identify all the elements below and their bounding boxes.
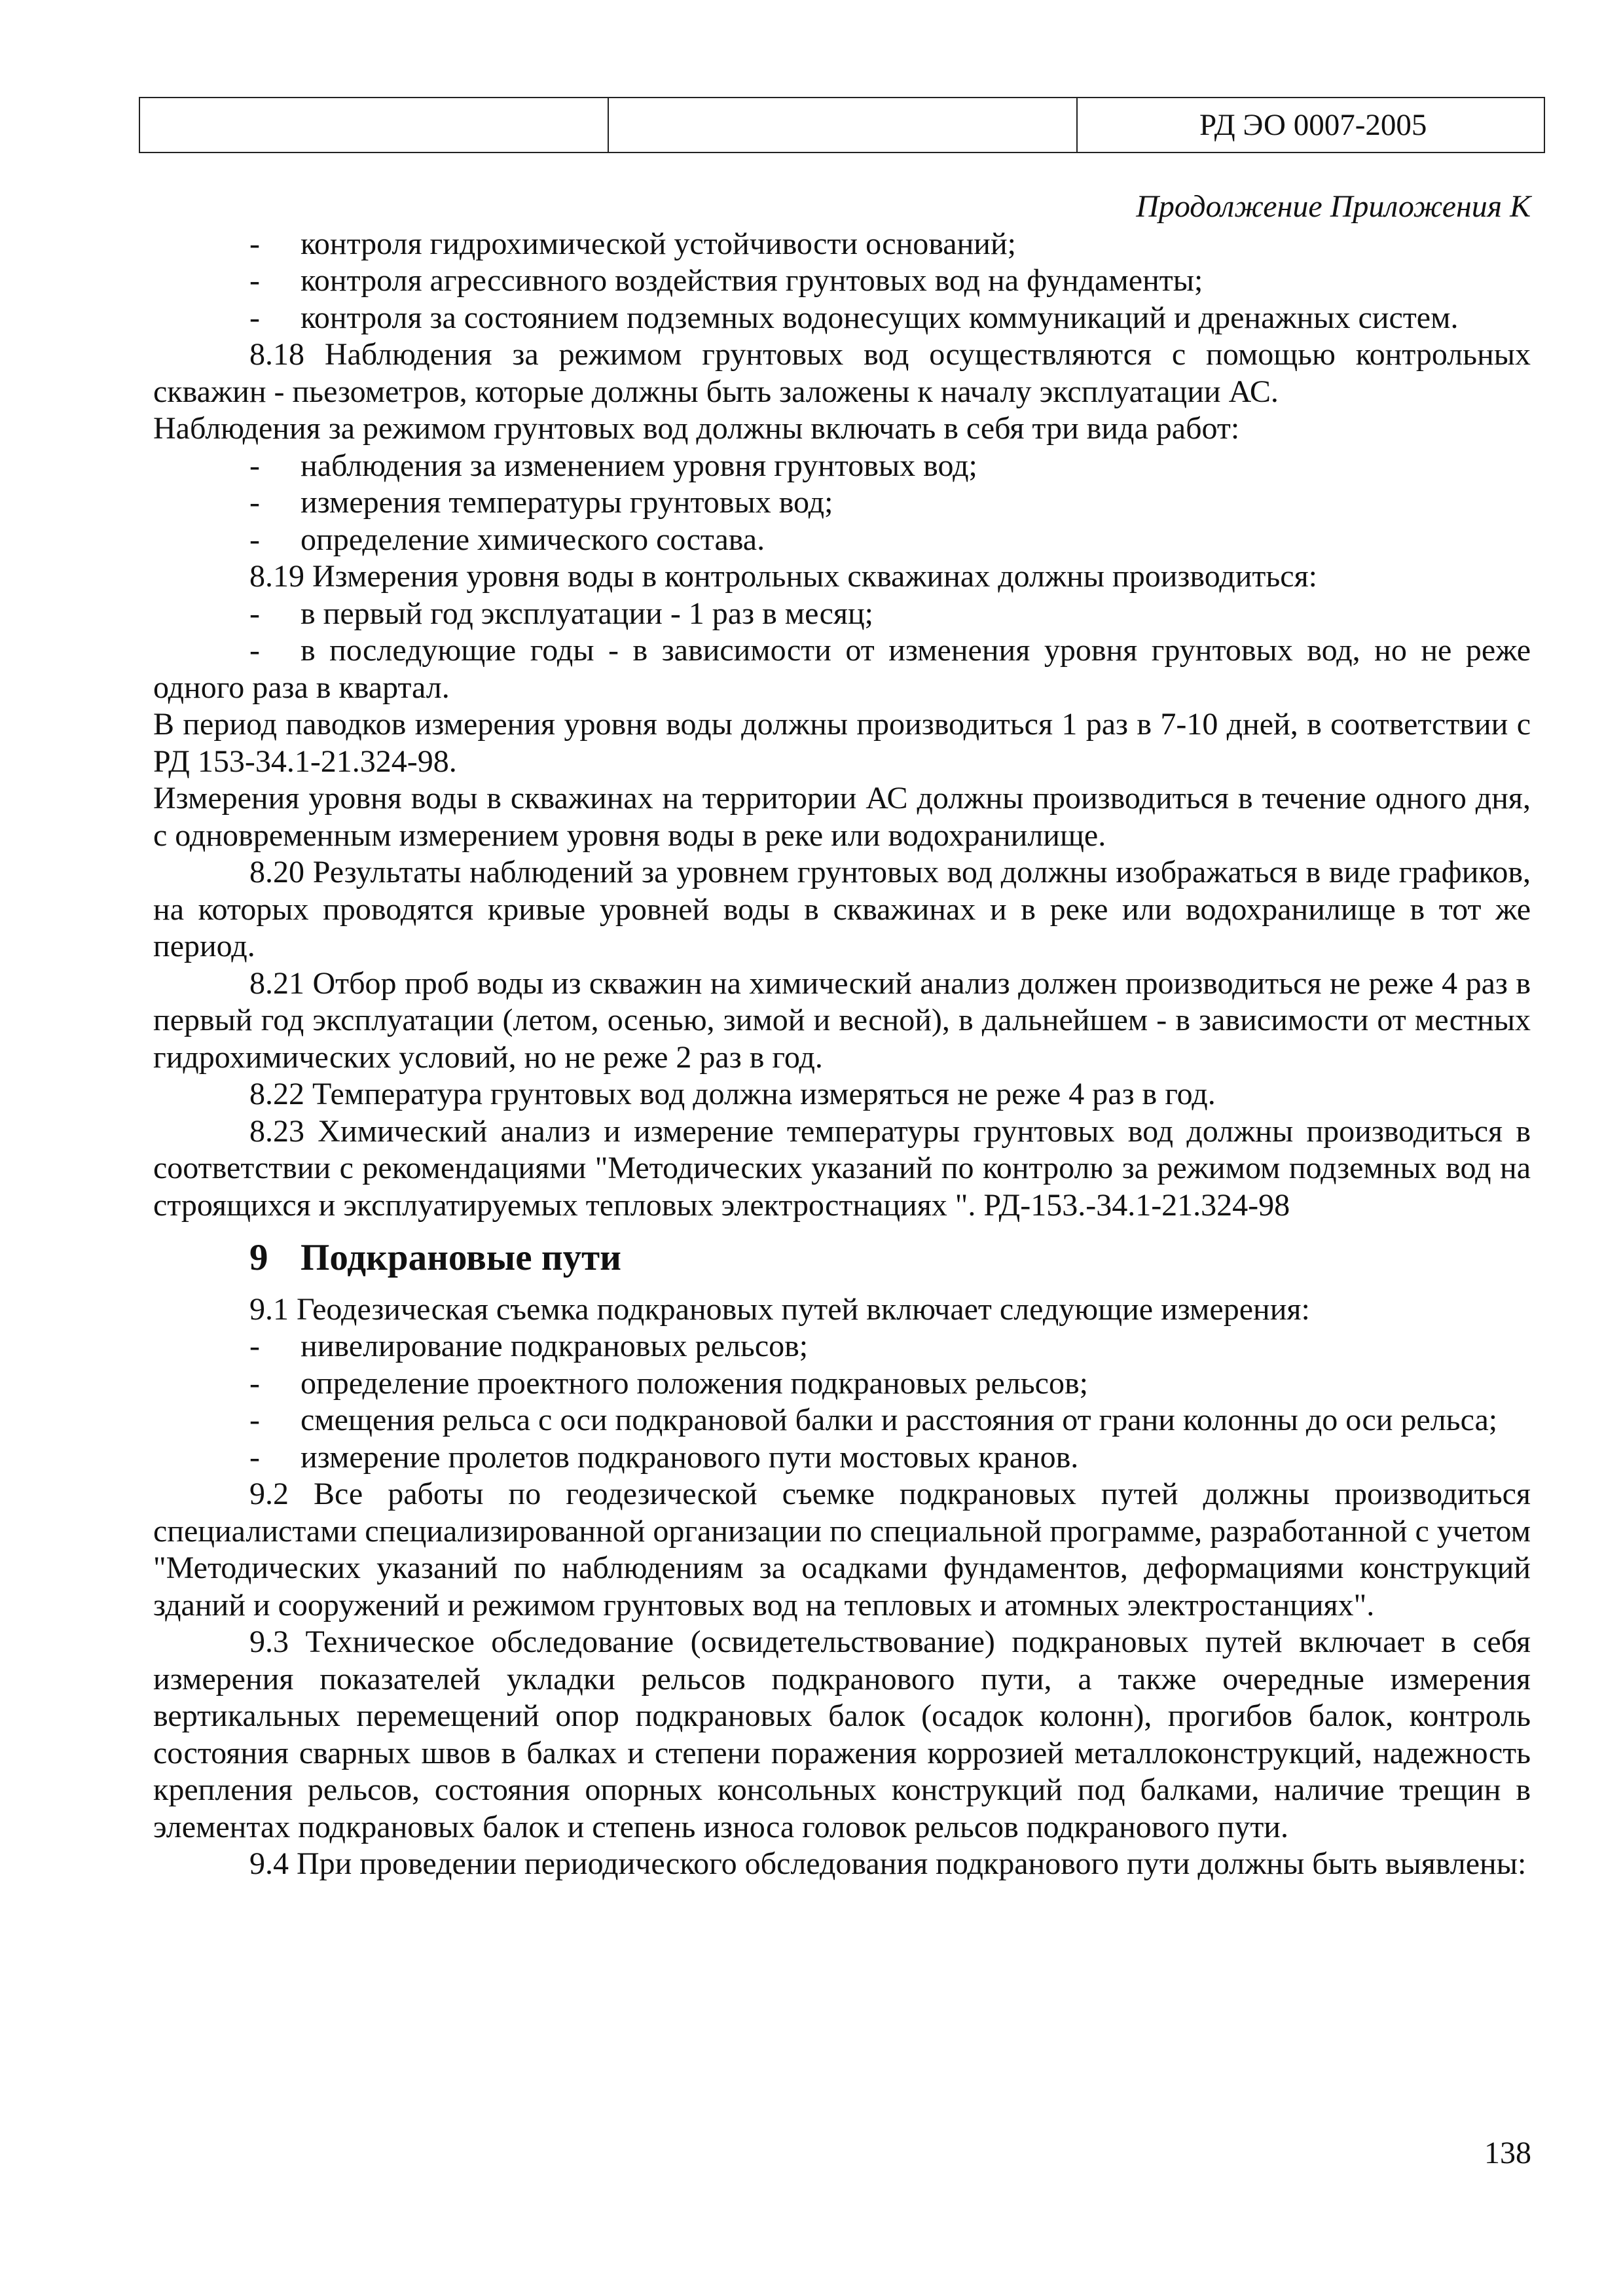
- section-heading: [249, 1237, 1531, 1278]
- paragraph-8-22: 8.22 Температура грунтовых вод должна измеряться не реже 4 раз в год.: [249, 1077, 1216, 1111]
- list-item: - нивелирование подкрановых рельсов;: [249, 1329, 809, 1363]
- paragraph: В период паводков измерения уровня воды должны производиться 1 раз в 7-10 дней, в соответствии с РД 153-34.1-21.324-98.: [153, 707, 1531, 779]
- header-table: [139, 97, 1545, 153]
- list-item: - наблюдения за изменением уровня грунтовых вод;: [249, 448, 977, 483]
- section-number: 9: [249, 1237, 268, 1278]
- paragraph: Наблюдения за режимом грунтовых вод должны включать в себя три вида работ:: [153, 411, 1240, 446]
- header-cell-empty-1: [140, 98, 609, 152]
- list-item: - определение химического состава.: [249, 522, 765, 557]
- list-item: - контроля за состоянием подземных водонесущих коммуникаций и дренажных систем.: [249, 300, 1459, 335]
- paragraph: Измерения уровня воды в скважинах на территории АС должны производиться в течение одного дня, с одновременным измерением уровня воды в реке или водохранилище.: [153, 781, 1531, 853]
- paragraph-8-23: 8.23 Химический анализ и измерение температуры грунтовых вод должны производиться в соответствии с рекомендациями "Методических указаний по контролю за режимом подземных вод на строящихся и эксплуатируемых тепловых электростнациях ". РД-153.-34.1-21.324-98: [153, 1113, 1531, 1223]
- section-title: Подкрановые пути: [301, 1237, 622, 1278]
- paragraph-9-3: 9.3 Техническое обследование (освидетельствование) подкрановых путей включает в себя измерения показателей укладки рельсов подкранового пути, а также очередные измерения вертикальных перемещений опор подкрановых балок (осадок колонн), прогибов балок, контроль состояния сварных швов в балках и степени поражения коррозией металлоконструкций, надежность крепления рельсов, состояния опорных консольных конструкций под балками, наличие трещин в элементах подкрановых балок и степень износа головок рельсов подкранового пути.: [153, 1624, 1531, 1844]
- page-body: [153, 188, 1531, 1883]
- paragraph-8-19: 8.19 Измерения уровня воды в контрольных скважинах должны производиться:: [249, 559, 1318, 594]
- list-item: - в последующие годы - в зависимости от изменения уровня грунтовых вод, но не реже одного раза в квартал.: [153, 633, 1531, 705]
- paragraph-9-1: 9.1 Геодезическая съемка подкрановых путей включает следующие измерения:: [249, 1291, 1310, 1327]
- header-doc-code: РД ЭО 0007-2005: [1199, 108, 1427, 142]
- list-item: - контроля агрессивного воздействия грунтовых вод на фундаменты;: [249, 263, 1203, 298]
- continuation-note: Продолжение Приложения К: [1136, 189, 1531, 224]
- paragraph-8-21: 8.21 Отбор проб воды из скважин на химический анализ должен производиться не реже 4 раз в первый год эксплуатации (летом, осенью, зимой и весной), в дальнейшем - в зависимости от местных гидрохимических условий, но не реже 2 раз в год.: [153, 965, 1531, 1075]
- list-item: - определение проектного положения подкрановых рельсов;: [249, 1365, 1088, 1401]
- list-item: - контроля гидрохимической устойчивости оснований;: [249, 226, 1016, 261]
- list-item: - измерения температуры грунтовых вод;: [249, 485, 833, 520]
- paragraph-8-20: 8.20 Результаты наблюдений за уровнем грунтовых вод должны изображаться в виде графиков, на которых проводятся кривые уровней воды в скважинах и в реке или водохранилище в тот же период.: [153, 855, 1531, 963]
- list-item: - в первый год эксплуатации - 1 раз в месяц;: [249, 596, 874, 631]
- header-cell-empty-2: [609, 98, 1078, 152]
- list-item: - смещения рельса с оси подкрановой балки и расстояния от грани колонны до оси рельса;: [249, 1403, 1498, 1437]
- list-item: - измерение пролетов подкранового пути мостовых кранов.: [249, 1439, 1079, 1475]
- paragraph-9-4: 9.4 При проведении периодического обследования подкранового пути должны быть выявлены:: [249, 1846, 1527, 1881]
- paragraph-8-18: 8.18 Наблюдения за режимом грунтовых вод осуществляются с помощью контрольных скважин - пьезометров, которые должны быть заложены к началу эксплуатации АС.: [153, 337, 1531, 409]
- page-number: 138: [1484, 2136, 1531, 2170]
- paragraph-9-2: 9.2 Все работы по геодезической съемке подкрановых путей должны производиться специалистами специализированной организации по специальной программе, разработанной с учетом "Методических указаний по наблюдениям за осадками фундаментов, деформациями конструкций зданий и сооружений и режимом грунтовых вод на тепловых и атомных электростанциях".: [153, 1477, 1531, 1623]
